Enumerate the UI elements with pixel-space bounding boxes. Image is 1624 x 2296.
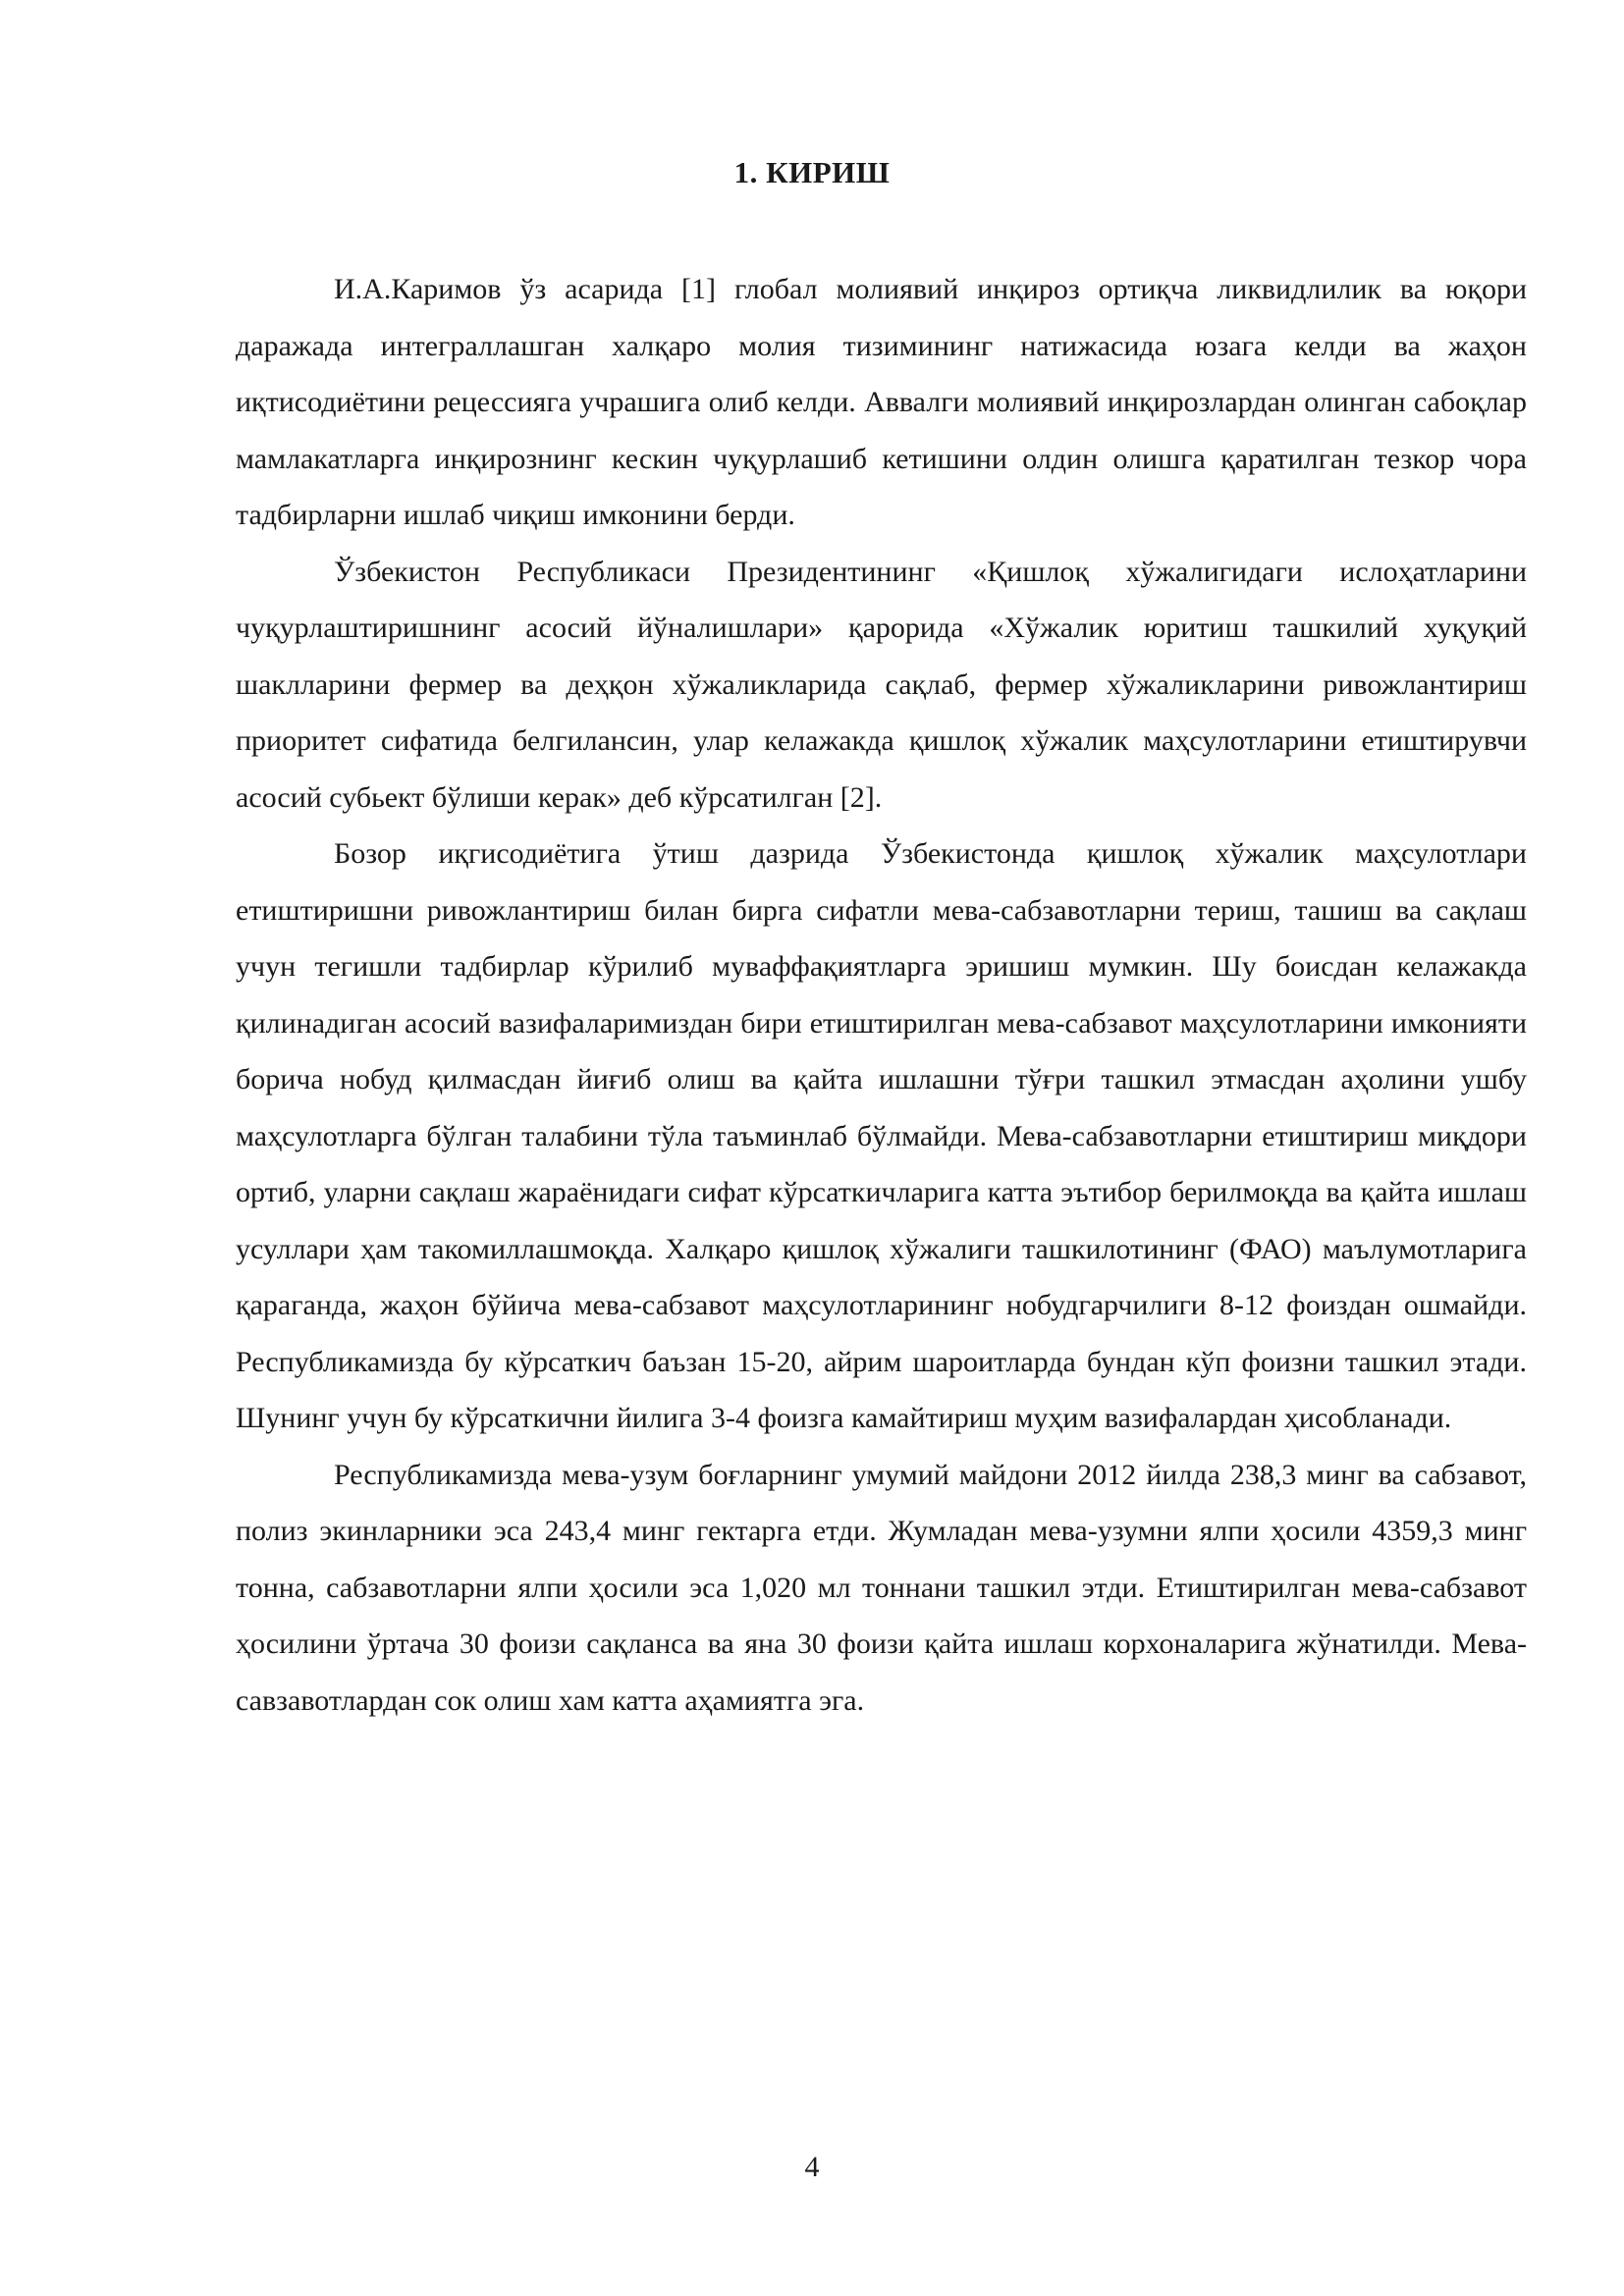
paragraph-2: Ўзбекистон Республикаси Президентининг «Қишлоқ хўжалигидаги ислоҳатларини чуқурлаштиришнинг асосий йўналишлари» қарорида «Хўжалик юритиш ташкилий хуқуқий шаклларини фермер ва деҳқон хўжаликларида сақлаб, фермер хўжаликларини ривожлантириш приоритет сифатида белгилансин, улар келажакда қишлоқ хўжалик маҳсулотларини етиштирувчи асосий субьект бўлиши керак» деб кўрсатилган [2]. [236, 555, 1527, 814]
section-heading: 1. КИРИШ [733, 155, 891, 189]
body-text [236, 261, 1527, 1729]
page-number: 4 [804, 2151, 820, 2183]
paragraph-1: И.А.Каримов ўз асарида [1] глобал молиявий инқироз ортиқча ликвидлилик ва юқори даражада интеграллашган халқаро молия тизимининг натижасида юзага келди ва жаҳон иқтисодиётини рецессияга учрашига олиб келди. Аввалги молиявий инқирозлардан олинган сабоқлар мамлакатларга инқирознинг кескин чуқурлашиб кетишини олдин олишга қаратилган тезкор чора тадбирларни ишлаб чиқиш имконини берди. [236, 273, 1527, 531]
paragraph-4: Республикамизда мева-узум боғларнинг умумий майдони 2012 йилда 238,3 минг ва сабзавот, полиз экинларники эса 243,4 минг гектарга етди. Жумладан мева-узумни ялпи ҳосили 4359,3 минг тонна, сабзавотларни ялпи ҳосили эса 1,020 мл тоннани ташкил этди. Етиштирилган мева-сабзавот ҳосилини ўртача 30 фоизи сақланса ва яна 30 фоизи қайта ишлаш корхоналарига жўнатилди. Мева-савзавотлардан сок олиш хам катта аҳамиятга эга. [236, 1458, 1527, 1717]
paragraph-3: Бозор иқгисодиётига ўтиш дазрида Ўзбекистонда қишлоқ хўжалик маҳсулотлари етиштиришни ривожлантириш билан бирга сифатли мева-сабзавотларни териш, ташиш ва сақлаш учун тегишли тадбирлар кўрилиб муваффақиятларга эришиш мумкин. Шу боисдан келажакда қилинадиган асосий вазифаларимиздан бири етиштирилган мева-сабзавот маҳсулотларини имконияти борича нобуд қилмасдан йиғиб олиш ва қайта ишлашни тўғри ташкил этмасдан аҳолини ушбу маҳсулотларга бўлган талабини тўла таъминлаб бўлмайди. Мева-сабзавотларни етиштириш миқдори ортиб, уларни сақлаш жараёнидаги сифат кўрсаткичларига катта эътибор берилмоқда ва қайта ишлаш усуллари ҳам такомиллашмоқда. Халқаро қишлоқ хўжалиги ташкилотининг (ФАО) маълумотларига қараганда, жаҳон бўйича мева-сабзавот маҳсулотларининг нобудгарчилиги 8-12 фоиздан ошмайди. Республикамизда бу кўрсаткич баъзан 15-20, айрим шароитларда бундан кўп фоизни ташкил этади. Шунинг учун бу кўрсаткични йилига 3-4 фоизга камайтириш муҳим вазифалардан ҳисобланади. [236, 837, 1527, 1434]
